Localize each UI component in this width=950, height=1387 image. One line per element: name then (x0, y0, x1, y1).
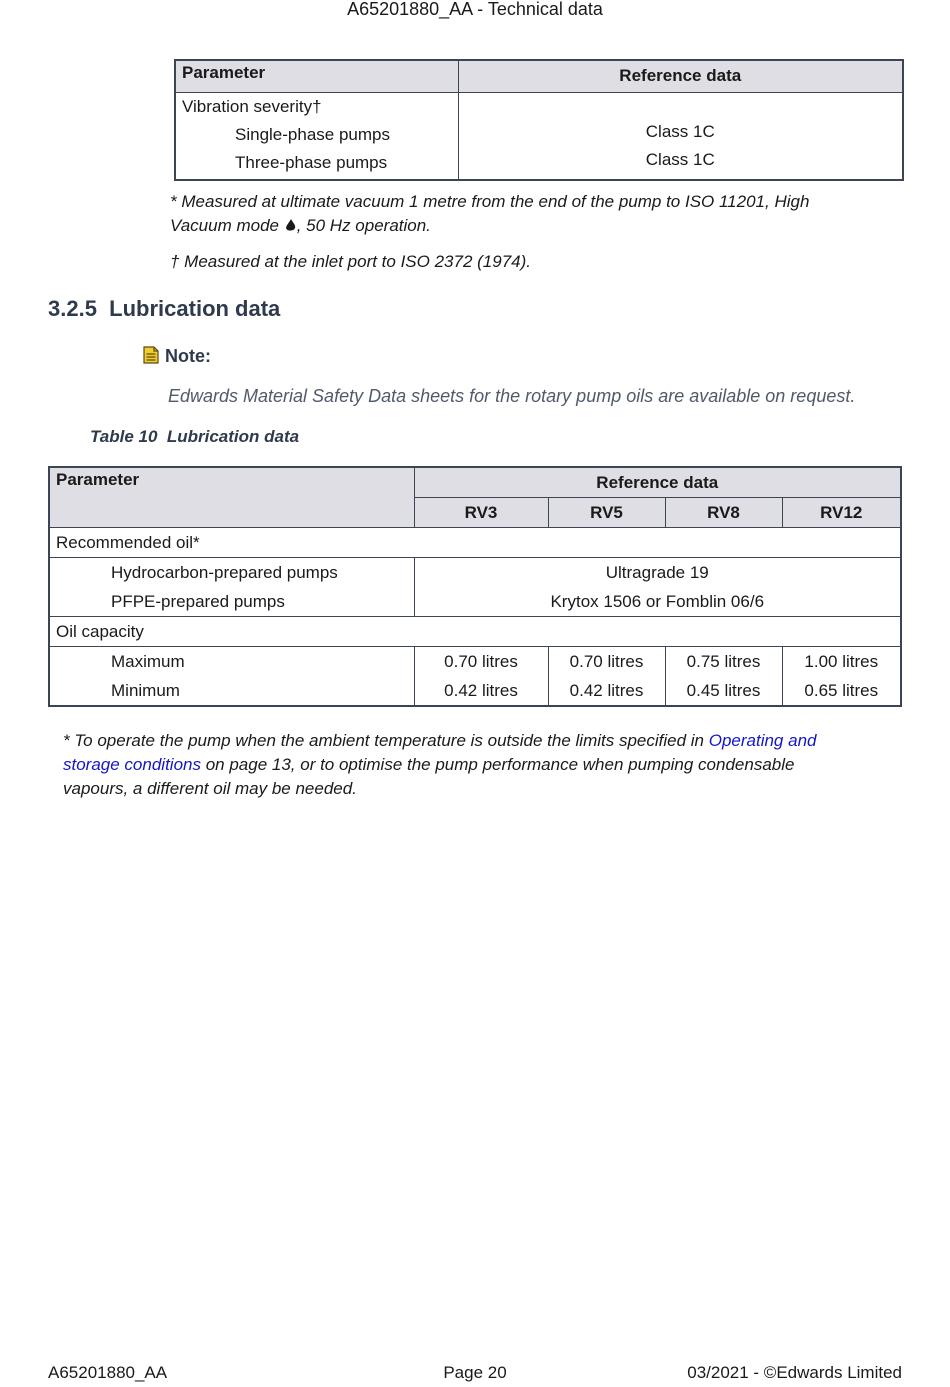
hydrocarbon-value: Ultragrade 19 (414, 558, 901, 588)
operating-conditions-link[interactable]: storage conditions (63, 755, 201, 774)
table-caption-title: Lubrication data (166, 427, 300, 446)
footer-copyright: 03/2021 - ©Edwards Limited (687, 1363, 902, 1382)
drop-icon (284, 218, 297, 232)
column-header-parameter: Parameter (175, 60, 458, 92)
footer-page-number: Page 20 (443, 1363, 507, 1382)
column-header-reference-data: Reference data (414, 467, 901, 498)
minimum-value: 0.42 litres (414, 676, 548, 706)
maximum-value: 0.70 litres (414, 647, 548, 677)
table-caption (90, 427, 299, 447)
dagger-note: † Measured at the inlet port to ISO 2372 (1974). (170, 252, 531, 271)
section-number: 3.2.5 (48, 296, 97, 321)
maximum-label: Maximum (49, 647, 414, 677)
oil-footnote (63, 729, 908, 801)
recommended-oil-row: Recommended oil* (49, 528, 901, 558)
maximum-value: 0.70 litres (548, 647, 665, 677)
note-header (143, 346, 211, 367)
three-phase-label: Three-phase pumps (235, 152, 388, 172)
section-title: Lubrication data (109, 296, 281, 321)
vibration-values-cell (458, 92, 903, 180)
vibration-table (174, 59, 904, 181)
vibration-severity-label: Vibration severity† (182, 96, 322, 116)
note-icon (143, 346, 159, 364)
vibration-severity-cell (175, 92, 458, 180)
note-label: Note: (165, 346, 211, 366)
hydrocarbon-label: Hydrocarbon-prepared pumps (49, 558, 414, 588)
single-phase-label: Single-phase pumps (235, 124, 390, 144)
measurement-note (170, 190, 900, 238)
oil-capacity-row: Oil capacity (49, 617, 901, 647)
column-header-reference-data: Reference data (458, 60, 903, 92)
measurement-note-line2: Vacuum mode , 50 Hz operation. (170, 216, 431, 235)
model-header: RV12 (782, 498, 901, 528)
footnote-line3: vapours, a different oil may be needed. (63, 779, 357, 798)
operating-conditions-link[interactable]: Operating and (708, 731, 817, 750)
footnote-line1: * To operate the pump when the ambient temperature is outside the limits specified in Operating and (63, 731, 817, 750)
table-caption-number: Table 10 (90, 427, 158, 446)
footnote-line2: storage conditions on page 13, or to optimise the pump performance when pumping condensable (63, 755, 795, 774)
note-text: Edwards Material Safety Data sheets for the rotary pump oils are available on request. (168, 386, 856, 406)
maximum-value: 0.75 litres (665, 647, 782, 677)
model-header: RV5 (548, 498, 665, 528)
single-phase-value: Class 1C (645, 121, 715, 141)
section-heading (48, 296, 280, 322)
three-phase-value: Class 1C (645, 149, 715, 169)
measurement-note-line1: * Measured at ultimate vacuum 1 metre from the end of the pump to ISO 11201, High (170, 192, 810, 211)
pfpe-value: Krytox 1506 or Fomblin 06/6 (414, 587, 901, 617)
lubrication-table (48, 466, 902, 707)
model-header: RV3 (414, 498, 548, 528)
minimum-value: 0.45 litres (665, 676, 782, 706)
column-header-parameter: Parameter (49, 467, 414, 528)
minimum-value: 0.42 litres (548, 676, 665, 706)
page-header: A65201880_AA - Technical data (347, 0, 603, 19)
pfpe-label: PFPE-prepared pumps (49, 587, 414, 617)
footer-doc-id: A65201880_AA (48, 1363, 168, 1382)
minimum-value: 0.65 litres (782, 676, 901, 706)
model-header: RV8 (665, 498, 782, 528)
minimum-label: Minimum (49, 676, 414, 706)
maximum-value: 1.00 litres (782, 647, 901, 677)
